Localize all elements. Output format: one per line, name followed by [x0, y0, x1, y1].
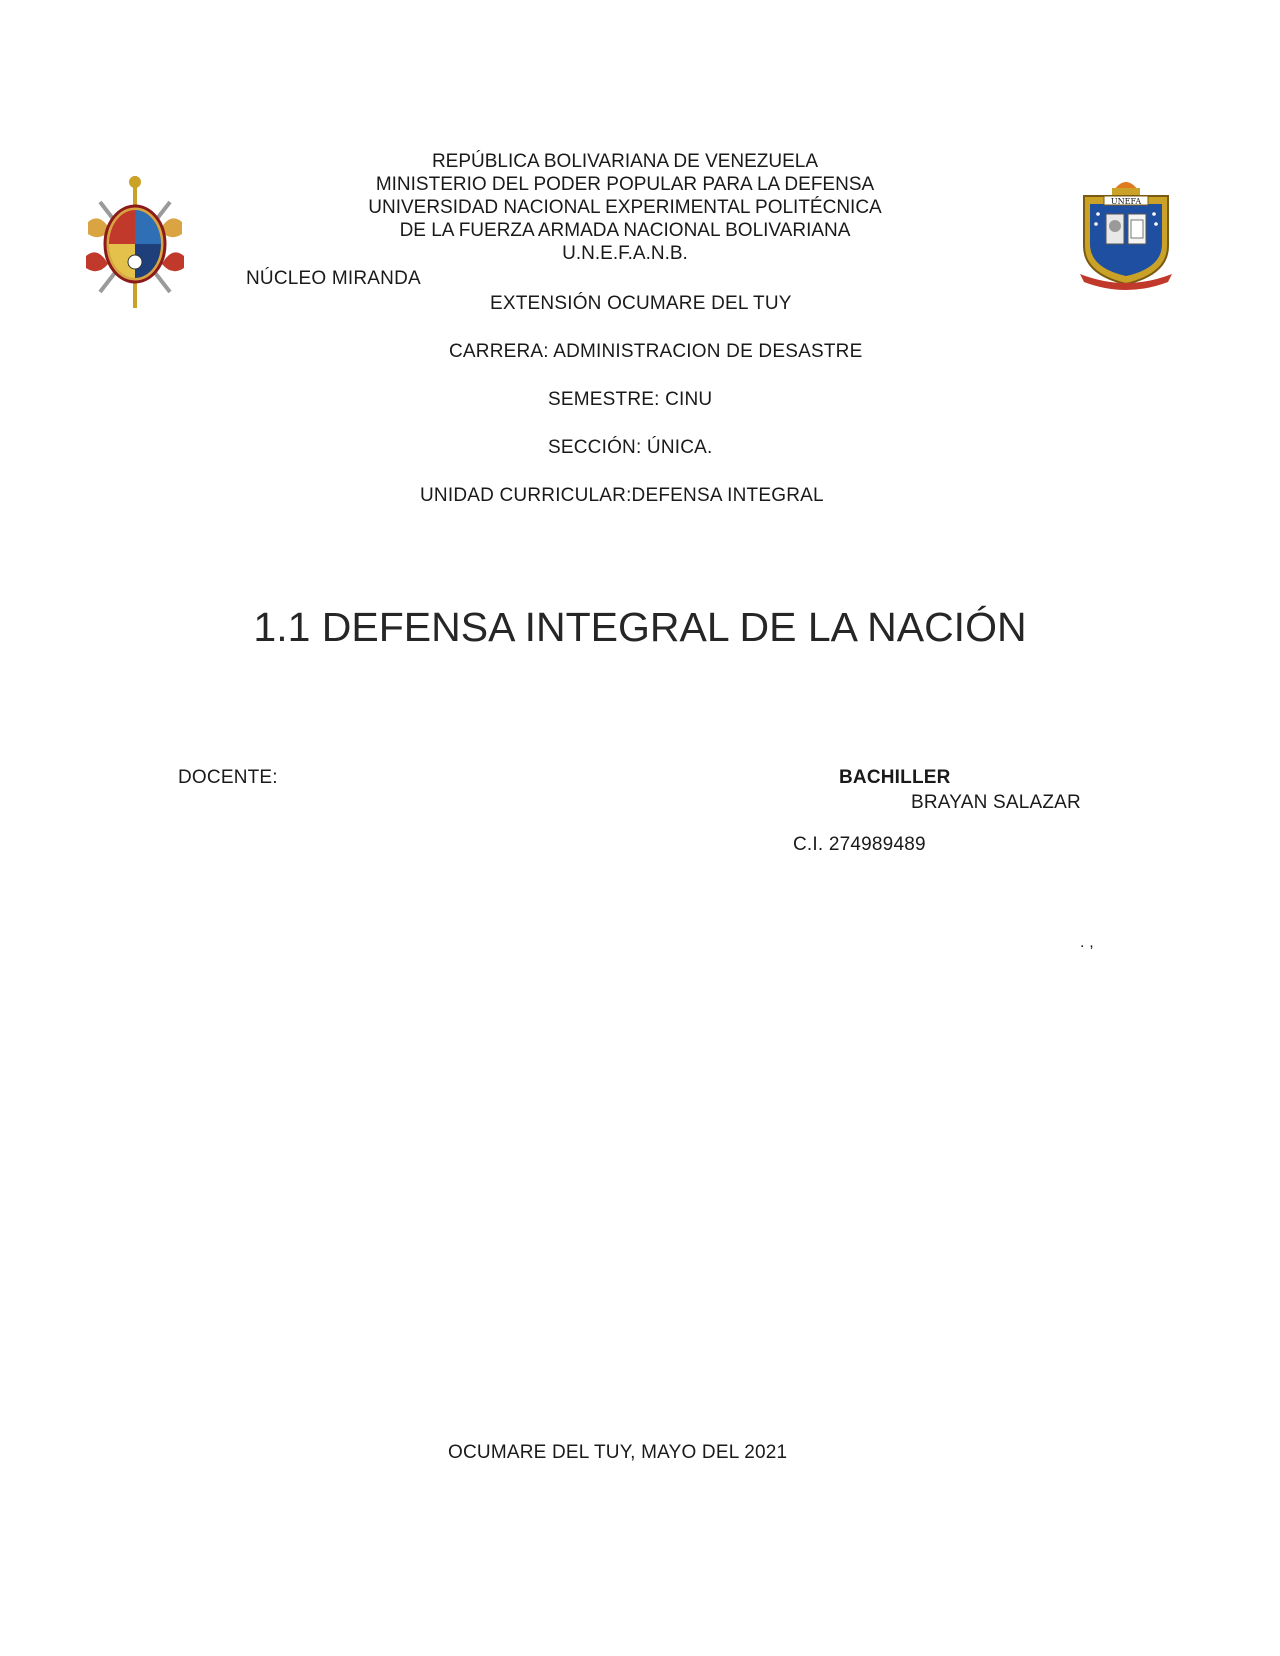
header-line: MINISTERIO DEL PODER POPULAR PARA LA DEFENSA [375, 174, 875, 195]
extension-label: EXTENSIÓN OCUMARE DEL TUY [490, 293, 792, 314]
carrera-label: CARRERA: ADMINISTRACION DE DESASTRE [449, 341, 863, 362]
bachiller-label: BACHILLER [839, 767, 951, 788]
seccion-label: SECCIÓN: ÚNICA. [548, 437, 713, 458]
semestre-label: SEMESTRE: CINU [548, 389, 713, 410]
stray-mark: . , [1080, 934, 1094, 951]
nucleo-label: NÚCLEO MIRANDA [246, 268, 421, 289]
unidad-curricular-label: UNIDAD CURRICULAR:DEFENSA INTEGRAL [420, 485, 824, 506]
student-ci: C.I. 274989489 [793, 834, 926, 855]
header-line: REPÚBLICA BOLIVARIANA DE VENEZUELA [431, 151, 819, 172]
footer-place-date: OCUMARE DEL TUY, MAYO DEL 2021 [448, 1442, 788, 1463]
svg-text:UNEFA: UNEFA [1110, 197, 1142, 206]
header-line: UNIVERSIDAD NACIONAL EXPERIMENTAL POLITÉCNICA [368, 197, 882, 218]
document-title: 1.1 DEFENSA INTEGRAL DE LA NACIÓN [253, 604, 1027, 650]
student-name: BRAYAN SALAZAR [911, 792, 1081, 813]
docente-label: DOCENTE: [178, 767, 278, 788]
header-line: DE LA FUERZA ARMADA NACIONAL BOLIVARIANA [399, 220, 851, 241]
header-line: U.N.E.F.A.N.B. [562, 243, 688, 264]
